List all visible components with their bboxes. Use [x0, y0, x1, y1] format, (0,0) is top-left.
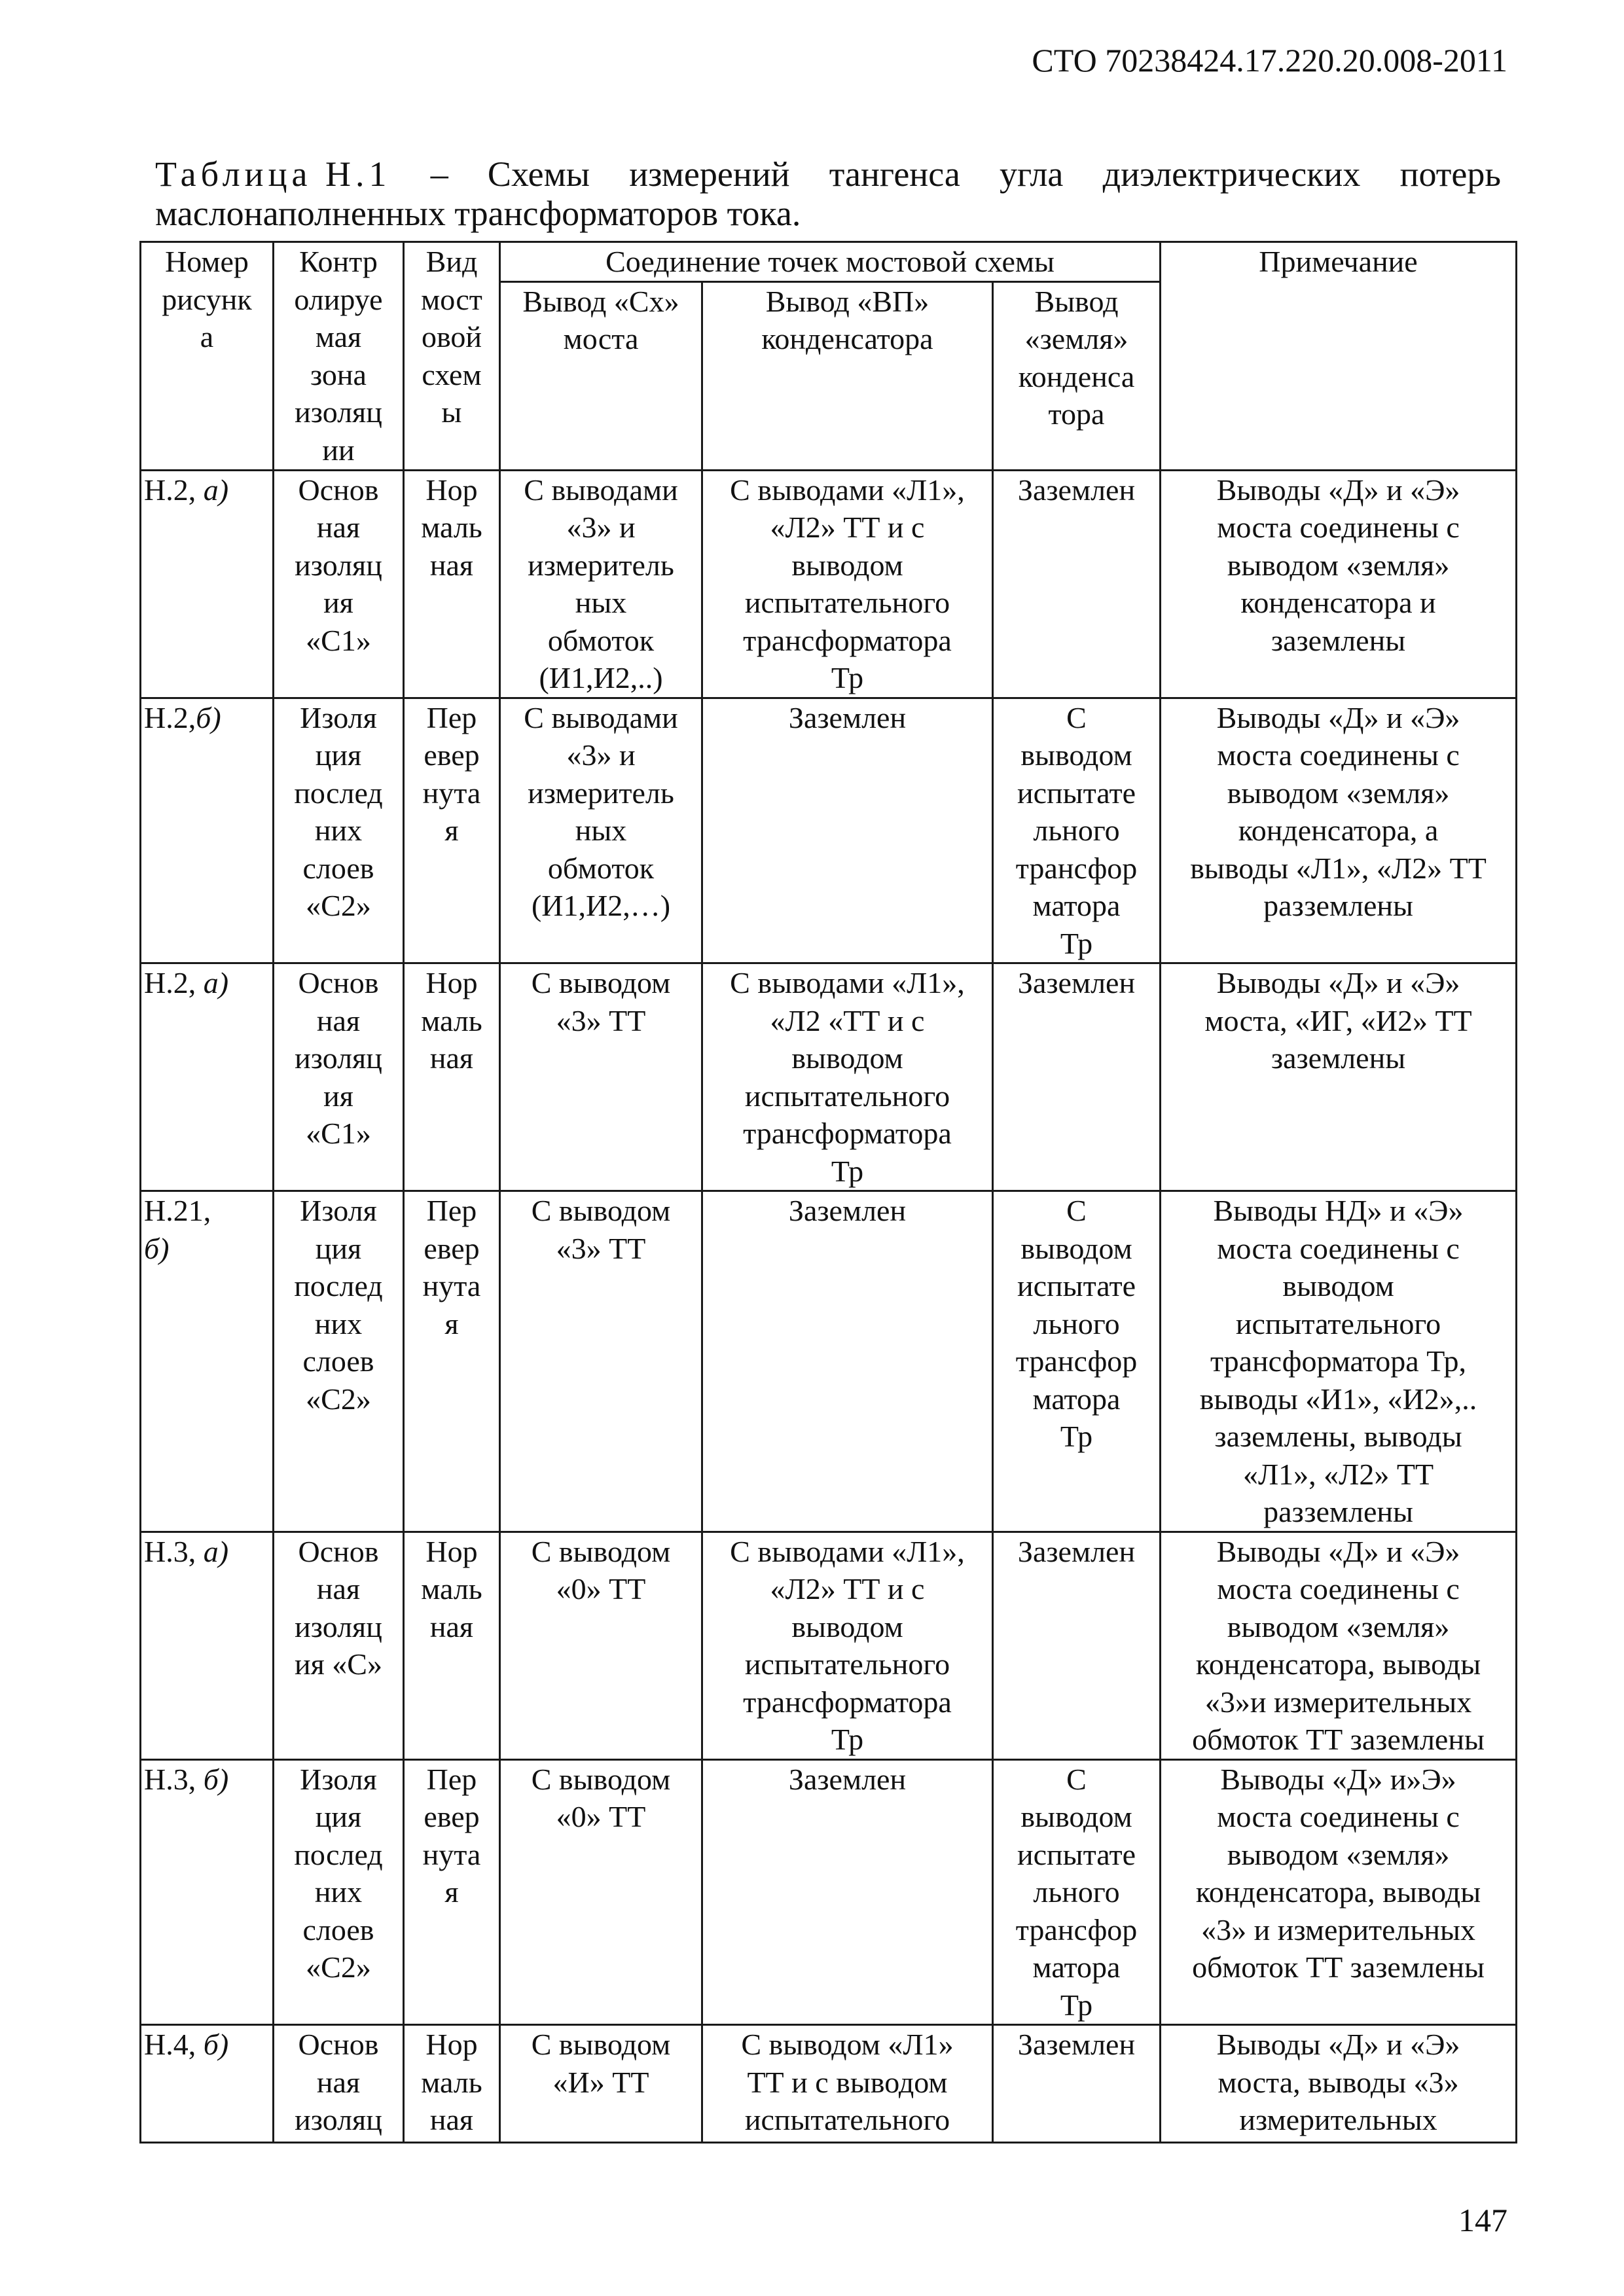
cx-terminal-cell: С выводом «3» ТТ	[500, 963, 702, 1191]
earth-terminal-cell: С выводом испытате льного трансфор матора Тр	[993, 698, 1161, 963]
figure-letter: а)	[203, 966, 229, 999]
earth-terminal-cell: С выводом испытате льного трансфор матора Тр	[993, 1191, 1161, 1532]
document-code: СТО 70238424.17.220.20.008-2011	[1032, 42, 1507, 79]
vp-terminal-cell: С выводами «Л1», «Л2 «ТТ и с выводом испытательного трансформатора Тр	[702, 963, 993, 1191]
header-earth-terminal: Вывод «земля» конденса тора	[993, 281, 1161, 470]
vp-terminal-cell: С выводами «Л1», «Л2» ТТ и с выводом испытательного трансформатора Тр	[702, 470, 993, 698]
insulation-zone-cell: Изоля ция послед них слоев «С2»	[274, 698, 404, 963]
note-cell: Выводы «Д» и «Э» моста, «ИГ, «И2» ТТ заземлены	[1161, 963, 1517, 1191]
figure-number: Н.2,	[144, 966, 204, 999]
vp-terminal-cell: Заземлен	[702, 1759, 993, 2025]
header-vp-terminal: Вывод «ВП» конденсатора	[702, 281, 993, 470]
caption-word: угла	[1000, 154, 1064, 194]
scheme-type-cell: Нор маль ная	[404, 963, 500, 1191]
scheme-type-cell: Пер евер нута я	[404, 1191, 500, 1532]
header-cx-terminal: Вывод «Сх» моста	[500, 281, 702, 470]
header-bridge-connection: Соединение точек мостовой схемы	[500, 242, 1161, 282]
header-insulation-zone: Контр олируе мая зона изоляц ии	[274, 242, 404, 471]
page-number: 147	[1458, 2202, 1507, 2238]
vp-terminal-cell: Заземлен	[702, 1191, 993, 1532]
caption-word: потерь	[1399, 154, 1501, 194]
table-row	[141, 1191, 1517, 1532]
figure-number-cell	[141, 698, 274, 963]
caption-line-2: маслонаполненных трансформаторов тока.	[155, 194, 801, 233]
insulation-zone-cell: Изоля ция послед них слоев «С2»	[274, 1759, 404, 2025]
caption-label: Таблица Н.1	[155, 154, 391, 194]
table-row	[141, 1759, 1517, 2025]
table-row	[141, 698, 1517, 963]
header-figure-number: Номер рисунк а	[141, 242, 274, 471]
table-row	[141, 2025, 1517, 2143]
table-row	[141, 470, 1517, 698]
scheme-type-cell: Нор маль ная	[404, 1532, 500, 1759]
scheme-type-cell: Пер евер нута я	[404, 698, 500, 963]
figure-number-cell	[141, 1532, 274, 1759]
figure-number: Н.2,	[144, 473, 204, 507]
cx-terminal-cell: С выводами «3» и измеритель ных обмоток (И1,И2,…)	[500, 698, 702, 963]
figure-number: Н.3,	[144, 1762, 204, 1796]
figure-number-cell	[141, 963, 274, 1191]
figure-number: Н.2,	[144, 700, 196, 734]
insulation-zone-cell: Изоля ция послед них слоев «С2»	[274, 1191, 404, 1532]
figure-number: Н.4,	[144, 2028, 204, 2061]
scheme-type-cell: Нор маль ная	[404, 2025, 500, 2143]
cx-terminal-cell: С выводами «3» и измеритель ных обмоток (И1,И2,..)	[500, 470, 702, 698]
insulation-zone-cell: Основ ная изоляц ия «С1»	[274, 470, 404, 698]
earth-terminal-cell: Заземлен	[993, 470, 1161, 698]
earth-terminal-cell: С выводом испытате льного трансфор матора Тр	[993, 1759, 1161, 2025]
figure-letter: б)	[144, 1231, 170, 1265]
figure-number-cell	[141, 1191, 274, 1532]
note-cell: Выводы НД» и «Э» моста соединены с выводом испытательного трансформатора Тр, выводы «И1», «И2»,.. заземлены, выводы «Л1», «Л2» ТТ разземлены	[1161, 1191, 1517, 1532]
note-cell: Выводы «Д» и «Э» моста соединены с выводом «земля» конденсатора, а выводы «Л1», «Л2» ТТ разземлены	[1161, 698, 1517, 963]
note-cell: Выводы «Д» и «Э» моста соединены с выводом «земля» конденсатора и заземлены	[1161, 470, 1517, 698]
vp-terminal-cell: Заземлен	[702, 698, 993, 963]
figure-letter: б)	[203, 2028, 229, 2061]
caption-word: измерений	[629, 154, 790, 194]
table-caption	[155, 154, 1501, 233]
vp-terminal-cell: С выводами «Л1», «Л2» ТТ и с выводом испытательного трансформатора Тр	[702, 1532, 993, 1759]
figure-letter: а)	[203, 473, 229, 507]
table-row	[141, 963, 1517, 1191]
insulation-zone-cell: Основ ная изоляц ия «С1»	[274, 963, 404, 1191]
header-note: Примечание	[1161, 242, 1517, 471]
earth-terminal-cell: Заземлен	[993, 963, 1161, 1191]
figure-letter: а)	[203, 1534, 229, 1568]
vp-terminal-cell: С выводом «Л1» ТТ и с выводом испытательного	[702, 2025, 993, 2143]
earth-terminal-cell: Заземлен	[993, 2025, 1161, 2143]
cx-terminal-cell: С выводом «0» ТТ	[500, 1532, 702, 1759]
figure-number-cell	[141, 1759, 274, 2025]
figure-number-cell	[141, 2025, 274, 2143]
figure-number-cell	[141, 470, 274, 698]
note-cell: Выводы «Д» и «Э» моста соединены с выводом «земля» конденсатора, выводы «3»и измерительных обмоток ТТ заземлены	[1161, 1532, 1517, 1759]
figure-letter: б)	[196, 700, 221, 734]
caption-word: Схемы	[487, 154, 590, 194]
caption-word: диэлектрических	[1102, 154, 1361, 194]
caption-line-1	[155, 154, 1501, 194]
insulation-zone-cell: Основ ная изоляц ия «С»	[274, 1532, 404, 1759]
cx-terminal-cell: С выводом «0» ТТ	[500, 1759, 702, 2025]
scheme-type-cell: Пер евер нута я	[404, 1759, 500, 2025]
figure-number: Н.3,	[144, 1534, 204, 1568]
measurement-schemes-table	[139, 241, 1517, 2144]
caption-word: –	[430, 154, 448, 194]
insulation-zone-cell: Основ ная изоляц	[274, 2025, 404, 2143]
figure-letter: б)	[203, 1762, 229, 1796]
scheme-type-cell: Нор маль ная	[404, 470, 500, 698]
table-row	[141, 1532, 1517, 1759]
earth-terminal-cell: Заземлен	[993, 1532, 1161, 1759]
caption-word: тангенса	[829, 154, 960, 194]
note-cell: Выводы «Д» и»Э» моста соединены с выводом «земля» конденсатора, выводы «3» и измерительных обмоток ТТ заземлены	[1161, 1759, 1517, 2025]
header-scheme-type: Вид мост овой схем ы	[404, 242, 500, 471]
cx-terminal-cell: С выводом «3» ТТ	[500, 1191, 702, 1532]
cx-terminal-cell: С выводом «И» ТТ	[500, 2025, 702, 2143]
note-cell: Выводы «Д» и «Э» моста, выводы «3» измерительных	[1161, 2025, 1517, 2143]
figure-number: Н.21,	[144, 1194, 211, 1227]
